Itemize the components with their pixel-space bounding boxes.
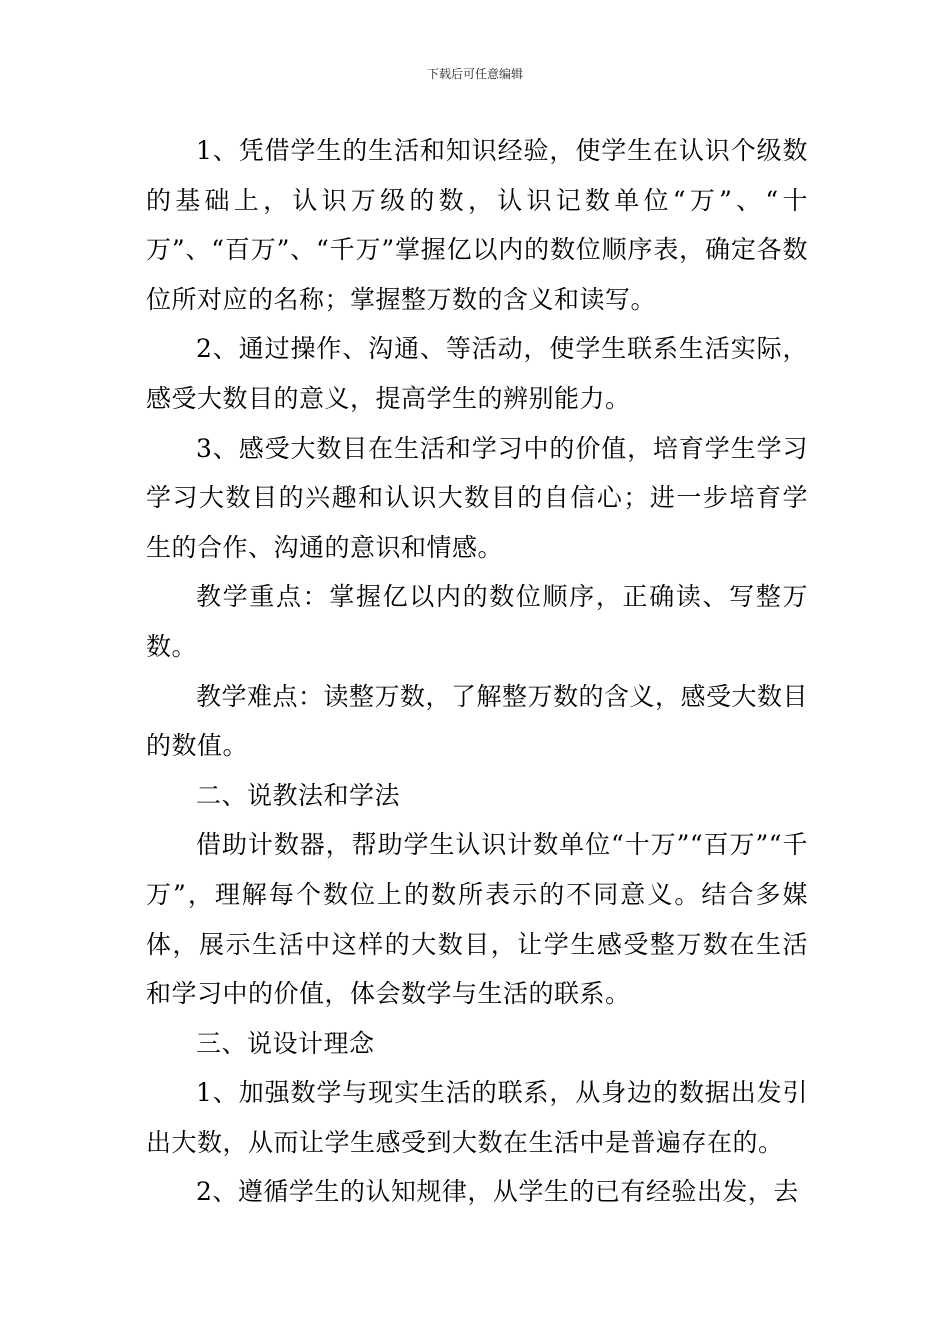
paragraph-methods: 借助计数器，帮助学生认识计数单位“十万”“百万”“千万”，理解每个数位上的数所表示的不同意义。结合多媒体，展示生活中这样的大数目，让学生感受整万数在生活和学习中的价值，体会数学与生活的联系。: [146, 830, 808, 1009]
paragraph-objective-2: 2、通过操作、沟通、等活动，使学生联系生活实际，感受大数目的意义，提高学生的辨别能力。: [146, 334, 808, 413]
paragraph-key-point: 教学重点：掌握亿以内的数位顺序，正确读、写整万数。: [146, 582, 808, 661]
document-body: [146, 126, 808, 1217]
section-heading-methods: 二、说教法和学法: [196, 780, 401, 810]
paragraph-objective-1: 1、凭借学生的生活和知识经验，使学生在认识个级数的基础上，认识万级的数，认识记数单位“万”、“十万”、“百万”、“千万”掌握亿以内的数位顺序表，确定各数位所对应的名称；掌握整万数的含义和读写。: [146, 136, 808, 314]
section-heading-design: 三、说设计理念: [196, 1028, 375, 1058]
paragraph-objective-3: 3、感受大数目在生活和学习中的价值，培育学生学习学习大数目的兴趣和认识大数目的自信心；进一步培育学生的合作、沟通的意识和情感。: [146, 433, 808, 562]
paragraph-design-2: 2、遵循学生的认知规律，从学生的已有经验出发，去: [196, 1177, 799, 1207]
page-header: 下载后可任意编辑: [426, 67, 523, 81]
paragraph-design-1: 1、加强数学与现实生活的联系，从身边的数据出发引出大数，从而让学生感受到大数在生活中是普遍存在的。: [146, 1078, 808, 1157]
paragraph-difficult-point: 教学难点：读整万数，了解整万数的含义，感受大数目的数值。: [146, 681, 809, 761]
